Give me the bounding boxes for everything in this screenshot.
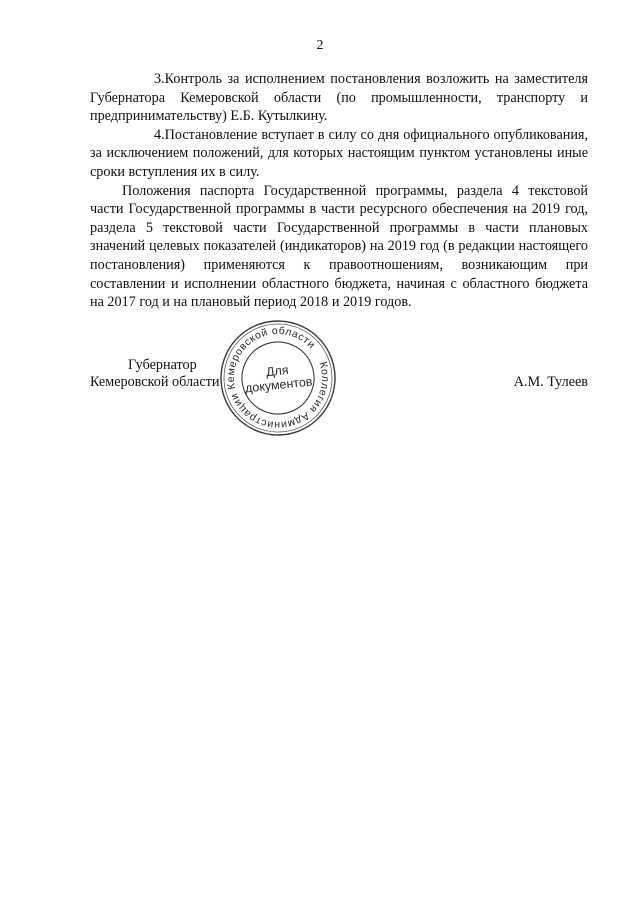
- paragraph-number: 4.: [154, 126, 165, 143]
- paragraph-4: [90, 126, 588, 182]
- paragraph-3: [90, 70, 588, 126]
- stamp-ring-text: Коллегия Администрации Кемеровской области: [224, 324, 332, 432]
- signatory-title-line1: Губернатор: [128, 357, 197, 373]
- official-stamp: [218, 318, 338, 438]
- paragraph-provisions: [90, 182, 588, 312]
- stamp-center-text: [212, 312, 344, 444]
- document-body: [90, 70, 588, 312]
- paragraph-number: 3.: [154, 71, 165, 87]
- stamp-center-line1: Для: [265, 362, 290, 380]
- paragraph-text: Постановление вступает в силу со дня официального опубликования, за исключением положений, для которых настоящим пунктом установлены иные сроки вступления их в силу.: [90, 126, 588, 180]
- signatory-name: А.М. Тулеев: [513, 374, 588, 390]
- page-number: 2: [316, 38, 324, 53]
- stamp-center-line2: документов: [244, 374, 314, 396]
- signatory-title-line2: Кемеровской области: [90, 374, 220, 390]
- paragraph-text: Положения паспорта Государственной программы, раздела 4 текстовой части Государственной программы в части ресурсного обеспечения на 2019 год, раздела 5 текстовой части Государственной программы в части плановых значений целевых показателей (индикаторов) на 2019 год (в редакции настоящего постановления) применяются к правоотношениям, возникающим при составлении и исполнении областного бюджета, начиная с областного бюджета на 2017 год и на плановый период 2018 и 2019 годов.: [90, 182, 588, 311]
- paragraph-text: Контроль за исполнением постановления возложить на заместителя Губернатора Кемеровской области (по промышленности, транспорту и предпринимательству) Е.Б. Кутылкину.: [90, 71, 588, 125]
